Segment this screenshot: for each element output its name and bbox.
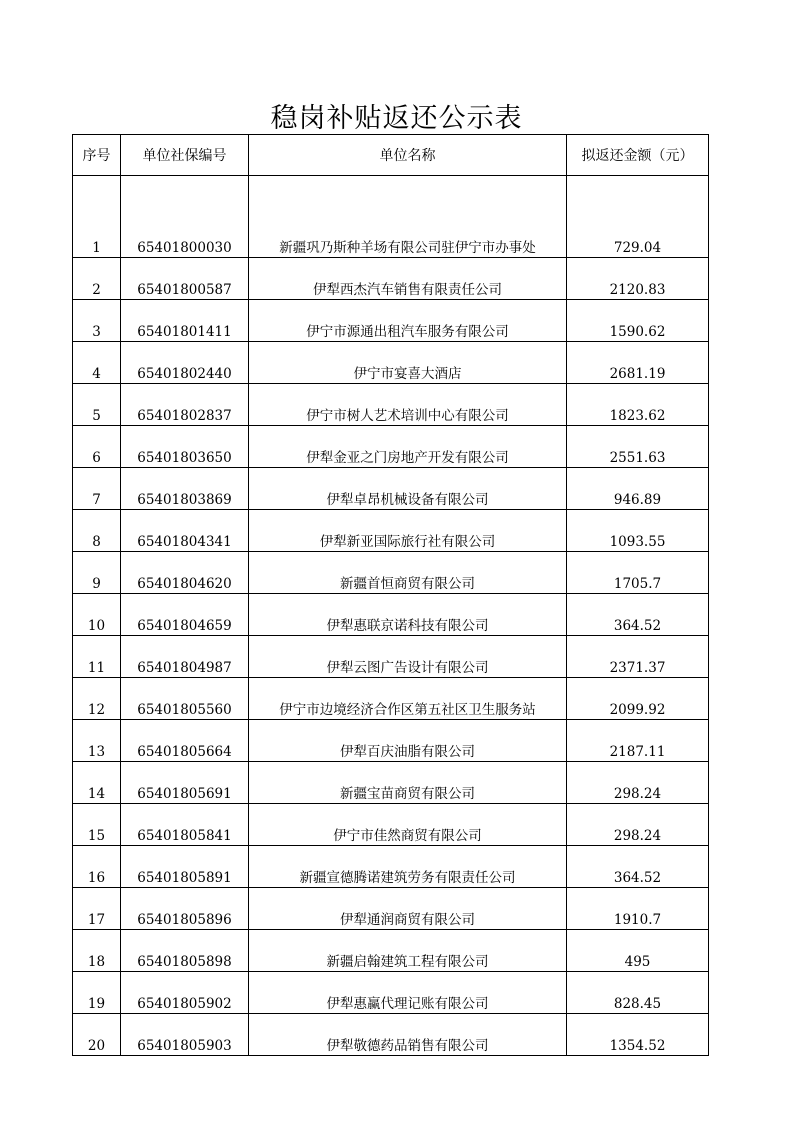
table-row xyxy=(73,720,709,762)
name-cell: 伊犁惠赢代理记账有限公司 xyxy=(249,972,567,1014)
name-cell: 新疆巩乃斯种羊场有限公司驻伊宁市办事处 xyxy=(249,176,567,258)
amount-cell: 2551.63 xyxy=(567,426,709,468)
name-cell: 新疆首恒商贸有限公司 xyxy=(249,552,567,594)
table-row xyxy=(73,636,709,678)
name-cell: 伊犁惠联京诺科技有限公司 xyxy=(249,594,567,636)
code-cell: 65401805891 xyxy=(121,846,249,888)
table-row xyxy=(73,384,709,426)
serial-cell: 14 xyxy=(73,762,121,804)
serial-cell: 1 xyxy=(73,176,121,258)
amount-cell: 2120.83 xyxy=(567,258,709,300)
name-cell: 伊犁通润商贸有限公司 xyxy=(249,888,567,930)
name-cell: 伊犁西杰汽车销售有限责任公司 xyxy=(249,258,567,300)
code-cell: 65401800587 xyxy=(121,258,249,300)
code-cell: 65401802440 xyxy=(121,342,249,384)
serial-cell: 9 xyxy=(73,552,121,594)
table-row xyxy=(73,468,709,510)
amount-cell: 364.52 xyxy=(567,846,709,888)
table-row xyxy=(73,176,709,258)
amount-cell: 1590.62 xyxy=(567,300,709,342)
name-cell: 伊犁卓昂机械设备有限公司 xyxy=(249,468,567,510)
table-row xyxy=(73,300,709,342)
amount-cell: 2681.19 xyxy=(567,342,709,384)
name-cell: 新疆宣德腾诺建筑劳务有限责任公司 xyxy=(249,846,567,888)
table-row xyxy=(73,510,709,552)
column-header-serial: 序号 xyxy=(73,135,121,176)
name-cell: 伊宁市边境经济合作区第五社区卫生服务站 xyxy=(249,678,567,720)
amount-cell: 298.24 xyxy=(567,762,709,804)
amount-cell: 1093.55 xyxy=(567,510,709,552)
table-row xyxy=(73,342,709,384)
table-row xyxy=(73,762,709,804)
table-header-row xyxy=(73,135,709,176)
name-cell: 伊犁金亚之门房地产开发有限公司 xyxy=(249,426,567,468)
serial-cell: 18 xyxy=(73,930,121,972)
name-cell: 伊宁市佳然商贸有限公司 xyxy=(249,804,567,846)
serial-cell: 20 xyxy=(73,1014,121,1056)
name-cell: 新疆宝苗商贸有限公司 xyxy=(249,762,567,804)
code-cell: 65401805898 xyxy=(121,930,249,972)
code-cell: 65401805560 xyxy=(121,678,249,720)
table-row xyxy=(73,1014,709,1056)
serial-cell: 7 xyxy=(73,468,121,510)
serial-cell: 6 xyxy=(73,426,121,468)
name-cell: 伊犁新亚国际旅行社有限公司 xyxy=(249,510,567,552)
amount-cell: 364.52 xyxy=(567,594,709,636)
code-cell: 65401804659 xyxy=(121,594,249,636)
code-cell: 65401805902 xyxy=(121,972,249,1014)
serial-cell: 13 xyxy=(73,720,121,762)
table-row xyxy=(73,552,709,594)
table-row xyxy=(73,678,709,720)
table-row xyxy=(73,426,709,468)
amount-cell: 495 xyxy=(567,930,709,972)
code-cell: 65401804987 xyxy=(121,636,249,678)
name-cell: 伊宁市树人艺术培训中心有限公司 xyxy=(249,384,567,426)
serial-cell: 15 xyxy=(73,804,121,846)
code-cell: 65401805841 xyxy=(121,804,249,846)
name-cell: 伊犁敬德药品销售有限公司 xyxy=(249,1014,567,1056)
table-row xyxy=(73,804,709,846)
subsidy-table xyxy=(72,134,709,1056)
column-header-name: 单位名称 xyxy=(249,135,567,176)
serial-cell: 10 xyxy=(73,594,121,636)
serial-cell: 19 xyxy=(73,972,121,1014)
name-cell: 伊犁百庆油脂有限公司 xyxy=(249,720,567,762)
name-cell: 伊宁市源通出租汽车服务有限公司 xyxy=(249,300,567,342)
code-cell: 65401800030 xyxy=(121,176,249,258)
column-header-amount: 拟返还金额（元） xyxy=(567,135,709,176)
amount-cell: 1910.7 xyxy=(567,888,709,930)
amount-cell: 2099.92 xyxy=(567,678,709,720)
code-cell: 65401805691 xyxy=(121,762,249,804)
amount-cell: 946.89 xyxy=(567,468,709,510)
page-title: 稳岗补贴返还公示表 xyxy=(270,103,523,134)
code-cell: 65401801411 xyxy=(121,300,249,342)
serial-cell: 2 xyxy=(73,258,121,300)
code-cell: 65401804620 xyxy=(121,552,249,594)
table-row xyxy=(73,888,709,930)
amount-cell: 2187.11 xyxy=(567,720,709,762)
serial-cell: 11 xyxy=(73,636,121,678)
table-row xyxy=(73,846,709,888)
column-header-code: 单位社保编号 xyxy=(121,135,249,176)
amount-cell: 1823.62 xyxy=(567,384,709,426)
code-cell: 65401805896 xyxy=(121,888,249,930)
amount-cell: 1705.7 xyxy=(567,552,709,594)
serial-cell: 4 xyxy=(73,342,121,384)
serial-cell: 3 xyxy=(73,300,121,342)
name-cell: 新疆启翰建筑工程有限公司 xyxy=(249,930,567,972)
amount-cell: 828.45 xyxy=(567,972,709,1014)
name-cell: 伊宁市宴喜大酒店 xyxy=(249,342,567,384)
serial-cell: 8 xyxy=(73,510,121,552)
code-cell: 65401804341 xyxy=(121,510,249,552)
amount-cell: 1354.52 xyxy=(567,1014,709,1056)
name-cell: 伊犁云图广告设计有限公司 xyxy=(249,636,567,678)
code-cell: 65401802837 xyxy=(121,384,249,426)
table-row xyxy=(73,972,709,1014)
table-row xyxy=(73,594,709,636)
code-cell: 65401803869 xyxy=(121,468,249,510)
amount-cell: 729.04 xyxy=(567,176,709,258)
amount-cell: 2371.37 xyxy=(567,636,709,678)
serial-cell: 5 xyxy=(73,384,121,426)
serial-cell: 17 xyxy=(73,888,121,930)
serial-cell: 12 xyxy=(73,678,121,720)
table-row xyxy=(73,258,709,300)
serial-cell: 16 xyxy=(73,846,121,888)
code-cell: 65401805664 xyxy=(121,720,249,762)
table-row xyxy=(73,930,709,972)
amount-cell: 298.24 xyxy=(567,804,709,846)
code-cell: 65401805903 xyxy=(121,1014,249,1056)
code-cell: 65401803650 xyxy=(121,426,249,468)
